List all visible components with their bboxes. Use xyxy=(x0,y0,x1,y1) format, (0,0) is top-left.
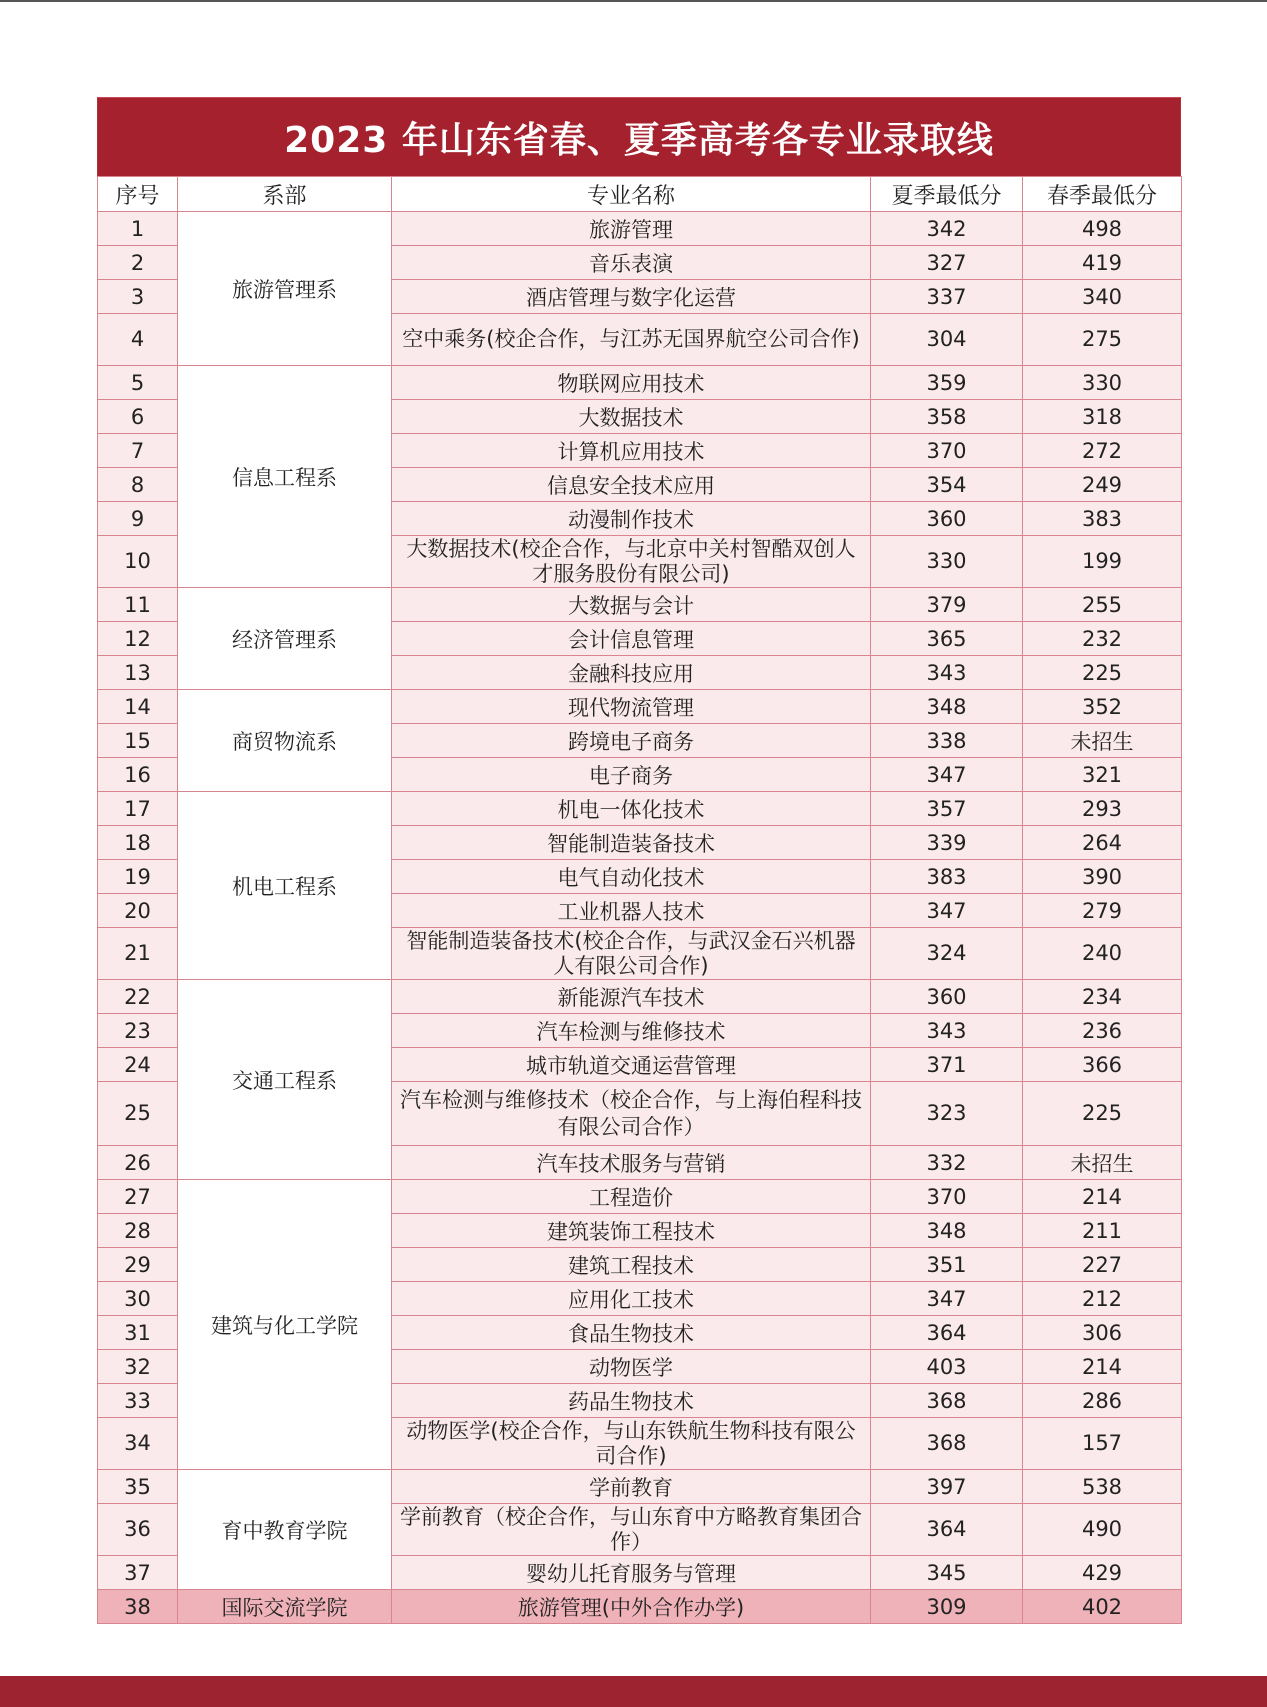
spring-min-score: 321 xyxy=(1023,758,1182,792)
department-name: 机电工程系 xyxy=(178,792,392,980)
row-number: 37 xyxy=(98,1556,178,1590)
header-row xyxy=(98,177,1182,212)
major-name: 信息安全技术应用 xyxy=(392,468,871,502)
major-name: 机电一体化技术 xyxy=(392,792,871,826)
row-number: 25 xyxy=(98,1082,178,1146)
row-number: 4 xyxy=(98,314,178,366)
summer-min-score: 323 xyxy=(871,1082,1023,1146)
major-name: 现代物流管理 xyxy=(392,690,871,724)
summer-min-score: 330 xyxy=(871,536,1023,588)
table-row xyxy=(98,1180,1182,1214)
summer-min-score: 357 xyxy=(871,792,1023,826)
major-name: 音乐表演 xyxy=(392,246,871,280)
header-summer: 夏季最低分 xyxy=(871,177,1023,212)
row-number: 24 xyxy=(98,1048,178,1082)
major-name: 金融科技应用 xyxy=(392,656,871,690)
summer-min-score: 348 xyxy=(871,690,1023,724)
major-name: 应用化工技术 xyxy=(392,1282,871,1316)
row-number: 36 xyxy=(98,1504,178,1556)
row-number: 13 xyxy=(98,656,178,690)
spring-min-score: 234 xyxy=(1023,980,1182,1014)
major-name: 工业机器人技术 xyxy=(392,894,871,928)
spring-min-score: 419 xyxy=(1023,246,1182,280)
row-number: 19 xyxy=(98,860,178,894)
major-name: 空中乘务(校企合作，与江苏无国界航空公司合作) xyxy=(392,314,871,366)
major-name: 学前教育（校企合作，与山东育中方略教育集团合作） xyxy=(392,1504,871,1556)
row-number: 29 xyxy=(98,1248,178,1282)
row-number: 1 xyxy=(98,212,178,246)
summer-min-score: 304 xyxy=(871,314,1023,366)
summer-min-score: 358 xyxy=(871,400,1023,434)
spring-min-score: 225 xyxy=(1023,1082,1182,1146)
row-number: 7 xyxy=(98,434,178,468)
spring-min-score: 279 xyxy=(1023,894,1182,928)
major-name: 电气自动化技术 xyxy=(392,860,871,894)
major-name: 新能源汽车技术 xyxy=(392,980,871,1014)
row-number: 9 xyxy=(98,502,178,536)
spring-min-score: 214 xyxy=(1023,1180,1182,1214)
summer-min-score: 332 xyxy=(871,1146,1023,1180)
major-name: 会计信息管理 xyxy=(392,622,871,656)
major-name: 酒店管理与数字化运营 xyxy=(392,280,871,314)
summer-min-score: 338 xyxy=(871,724,1023,758)
spring-min-score: 199 xyxy=(1023,536,1182,588)
table-row xyxy=(98,366,1182,400)
spring-min-score: 306 xyxy=(1023,1316,1182,1350)
summer-min-score: 360 xyxy=(871,502,1023,536)
summer-min-score: 359 xyxy=(871,366,1023,400)
major-name: 婴幼儿托育服务与管理 xyxy=(392,1556,871,1590)
row-number: 21 xyxy=(98,928,178,980)
header-no: 序号 xyxy=(98,177,178,212)
spring-min-score: 264 xyxy=(1023,826,1182,860)
major-name: 智能制造装备技术(校企合作，与武汉金石兴机器人有限公司合作) xyxy=(392,928,871,980)
table-body xyxy=(98,212,1182,1624)
summer-min-score: 347 xyxy=(871,894,1023,928)
major-name: 建筑工程技术 xyxy=(392,1248,871,1282)
table-row xyxy=(98,1470,1182,1504)
admission-sheet xyxy=(97,97,1181,1624)
header-spring: 春季最低分 xyxy=(1023,177,1182,212)
major-name: 旅游管理 xyxy=(392,212,871,246)
row-number: 35 xyxy=(98,1470,178,1504)
row-number: 18 xyxy=(98,826,178,860)
summer-min-score: 337 xyxy=(871,280,1023,314)
spring-min-score: 214 xyxy=(1023,1350,1182,1384)
major-name: 大数据技术 xyxy=(392,400,871,434)
major-name: 汽车检测与维修技术 xyxy=(392,1014,871,1048)
row-number: 12 xyxy=(98,622,178,656)
spring-min-score: 330 xyxy=(1023,366,1182,400)
summer-min-score: 339 xyxy=(871,826,1023,860)
summer-min-score: 365 xyxy=(871,622,1023,656)
table-row xyxy=(98,1590,1182,1624)
spring-min-score: 240 xyxy=(1023,928,1182,980)
summer-min-score: 309 xyxy=(871,1590,1023,1624)
department-name: 交通工程系 xyxy=(178,980,392,1180)
summer-min-score: 379 xyxy=(871,588,1023,622)
major-name: 药品生物技术 xyxy=(392,1384,871,1418)
table-row xyxy=(98,690,1182,724)
summer-min-score: 354 xyxy=(871,468,1023,502)
department-name: 国际交流学院 xyxy=(178,1590,392,1624)
row-number: 31 xyxy=(98,1316,178,1350)
department-name: 信息工程系 xyxy=(178,366,392,588)
header-dept: 系部 xyxy=(178,177,392,212)
spring-min-score: 157 xyxy=(1023,1418,1182,1470)
row-number: 10 xyxy=(98,536,178,588)
row-number: 38 xyxy=(98,1590,178,1624)
header-major: 专业名称 xyxy=(392,177,871,212)
footer-band xyxy=(0,1676,1267,1707)
major-name: 跨境电子商务 xyxy=(392,724,871,758)
summer-min-score: 403 xyxy=(871,1350,1023,1384)
major-name: 食品生物技术 xyxy=(392,1316,871,1350)
spring-min-score: 275 xyxy=(1023,314,1182,366)
row-number: 6 xyxy=(98,400,178,434)
major-name: 工程造价 xyxy=(392,1180,871,1214)
spring-min-score: 255 xyxy=(1023,588,1182,622)
summer-min-score: 343 xyxy=(871,1014,1023,1048)
spring-min-score: 286 xyxy=(1023,1384,1182,1418)
summer-min-score: 345 xyxy=(871,1556,1023,1590)
row-number: 30 xyxy=(98,1282,178,1316)
major-name: 大数据技术(校企合作，与北京中关村智酷双创人才服务股份有限公司) xyxy=(392,536,871,588)
major-name: 汽车检测与维修技术（校企合作，与上海伯程科技有限公司合作） xyxy=(392,1082,871,1146)
row-number: 22 xyxy=(98,980,178,1014)
summer-min-score: 351 xyxy=(871,1248,1023,1282)
row-number: 17 xyxy=(98,792,178,826)
table-row xyxy=(98,212,1182,246)
spring-min-score: 366 xyxy=(1023,1048,1182,1082)
department-name: 经济管理系 xyxy=(178,588,392,690)
table-row xyxy=(98,588,1182,622)
spring-min-score: 318 xyxy=(1023,400,1182,434)
row-number: 20 xyxy=(98,894,178,928)
table-row xyxy=(98,980,1182,1014)
major-name: 动物医学(校企合作，与山东铁航生物科技有限公司合作) xyxy=(392,1418,871,1470)
major-name: 计算机应用技术 xyxy=(392,434,871,468)
spring-min-score: 429 xyxy=(1023,1556,1182,1590)
summer-min-score: 347 xyxy=(871,1282,1023,1316)
spring-min-score: 293 xyxy=(1023,792,1182,826)
spring-min-score: 390 xyxy=(1023,860,1182,894)
row-number: 32 xyxy=(98,1350,178,1384)
spring-min-score: 211 xyxy=(1023,1214,1182,1248)
summer-min-score: 342 xyxy=(871,212,1023,246)
summer-min-score: 348 xyxy=(871,1214,1023,1248)
department-name: 建筑与化工学院 xyxy=(178,1180,392,1470)
row-number: 11 xyxy=(98,588,178,622)
summer-min-score: 368 xyxy=(871,1384,1023,1418)
spring-min-score: 225 xyxy=(1023,656,1182,690)
row-number: 3 xyxy=(98,280,178,314)
summer-min-score: 397 xyxy=(871,1470,1023,1504)
major-name: 大数据与会计 xyxy=(392,588,871,622)
major-name: 城市轨道交通运营管理 xyxy=(392,1048,871,1082)
department-name: 育中教育学院 xyxy=(178,1470,392,1590)
summer-min-score: 371 xyxy=(871,1048,1023,1082)
major-name: 智能制造装备技术 xyxy=(392,826,871,860)
major-name: 物联网应用技术 xyxy=(392,366,871,400)
row-number: 33 xyxy=(98,1384,178,1418)
department-name: 商贸物流系 xyxy=(178,690,392,792)
spring-min-score: 383 xyxy=(1023,502,1182,536)
top-rule xyxy=(0,0,1267,2)
major-name: 电子商务 xyxy=(392,758,871,792)
spring-min-score: 538 xyxy=(1023,1470,1182,1504)
row-number: 14 xyxy=(98,690,178,724)
summer-min-score: 370 xyxy=(871,434,1023,468)
row-number: 8 xyxy=(98,468,178,502)
spring-min-score: 227 xyxy=(1023,1248,1182,1282)
major-name: 动物医学 xyxy=(392,1350,871,1384)
summer-min-score: 364 xyxy=(871,1504,1023,1556)
row-number: 16 xyxy=(98,758,178,792)
spring-min-score: 236 xyxy=(1023,1014,1182,1048)
admission-table xyxy=(97,176,1182,1624)
row-number: 26 xyxy=(98,1146,178,1180)
summer-min-score: 347 xyxy=(871,758,1023,792)
major-name: 汽车技术服务与营销 xyxy=(392,1146,871,1180)
summer-min-score: 383 xyxy=(871,860,1023,894)
summer-min-score: 343 xyxy=(871,656,1023,690)
page-title: 2023 年山东省春、夏季高考各专业录取线 xyxy=(97,97,1181,176)
major-name: 旅游管理(中外合作办学) xyxy=(392,1590,871,1624)
spring-min-score: 352 xyxy=(1023,690,1182,724)
spring-min-score: 249 xyxy=(1023,468,1182,502)
row-number: 2 xyxy=(98,246,178,280)
row-number: 5 xyxy=(98,366,178,400)
summer-min-score: 368 xyxy=(871,1418,1023,1470)
summer-min-score: 370 xyxy=(871,1180,1023,1214)
table-row xyxy=(98,792,1182,826)
major-name: 学前教育 xyxy=(392,1470,871,1504)
summer-min-score: 360 xyxy=(871,980,1023,1014)
row-number: 34 xyxy=(98,1418,178,1470)
spring-min-score: 402 xyxy=(1023,1590,1182,1624)
spring-min-score: 340 xyxy=(1023,280,1182,314)
major-name: 建筑装饰工程技术 xyxy=(392,1214,871,1248)
spring-min-score: 未招生 xyxy=(1023,1146,1182,1180)
row-number: 28 xyxy=(98,1214,178,1248)
row-number: 27 xyxy=(98,1180,178,1214)
row-number: 23 xyxy=(98,1014,178,1048)
spring-min-score: 212 xyxy=(1023,1282,1182,1316)
summer-min-score: 324 xyxy=(871,928,1023,980)
spring-min-score: 272 xyxy=(1023,434,1182,468)
row-number: 15 xyxy=(98,724,178,758)
spring-min-score: 490 xyxy=(1023,1504,1182,1556)
spring-min-score: 498 xyxy=(1023,212,1182,246)
summer-min-score: 327 xyxy=(871,246,1023,280)
spring-min-score: 232 xyxy=(1023,622,1182,656)
major-name: 动漫制作技术 xyxy=(392,502,871,536)
department-name: 旅游管理系 xyxy=(178,212,392,366)
spring-min-score: 未招生 xyxy=(1023,724,1182,758)
summer-min-score: 364 xyxy=(871,1316,1023,1350)
